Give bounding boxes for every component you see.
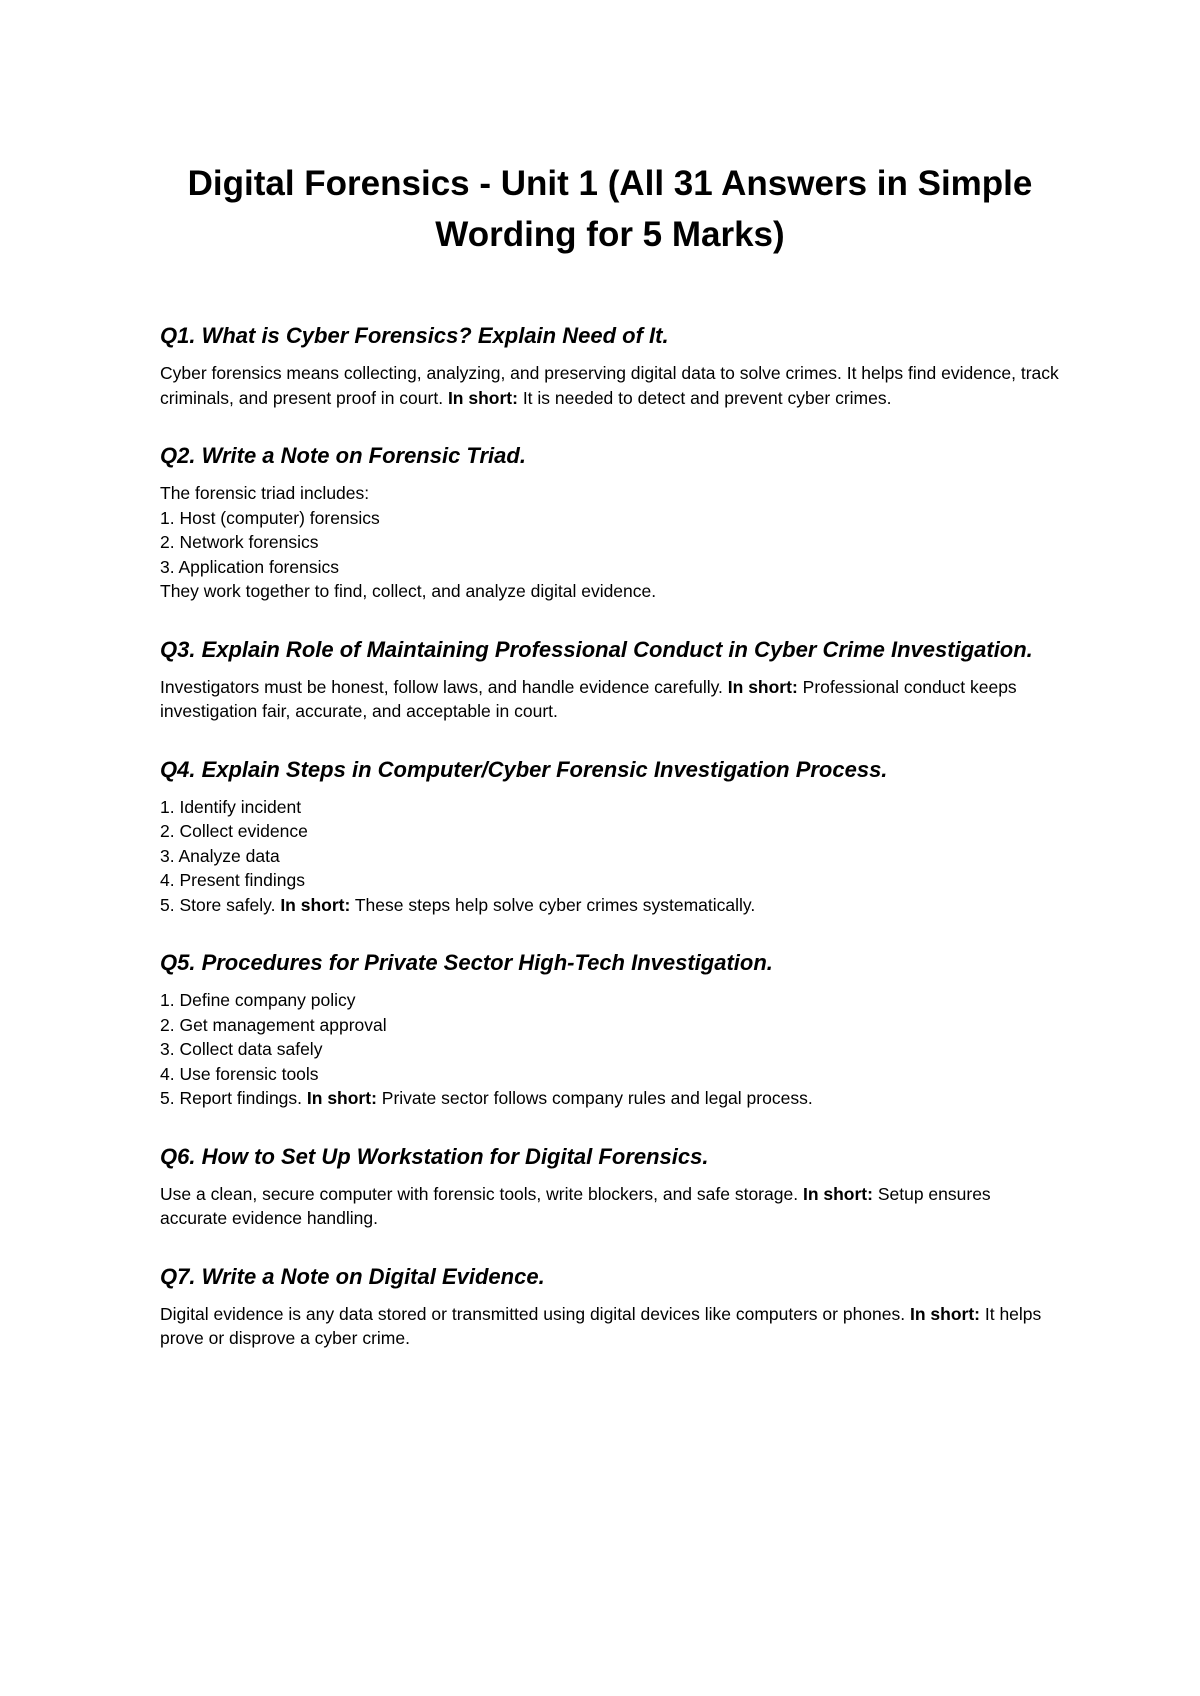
answer-intro: Investigators must be honest, follow laws, and handle evidence carefully. — [160, 676, 723, 697]
list-item: 1. Define company policy — [160, 990, 356, 1010]
question-heading: Q7. Write a Note on Digital Evidence. — [160, 1263, 545, 1289]
question-heading: Q6. How to Set Up Workstation for Digital Forensics. — [160, 1143, 709, 1169]
answer-short: It helps prove or disprove a cyber crime. — [160, 1303, 1042, 1348]
question-3 — [160, 636, 1060, 724]
list-item: 3. Collect data safely — [160, 1039, 323, 1059]
in-short-label: In short: — [447, 387, 518, 408]
answer-text — [160, 481, 1060, 604]
question-4 — [160, 756, 1060, 918]
list-item: 3. Analyze data — [160, 845, 280, 866]
list-item: 1. Identify incident — [160, 796, 302, 817]
document-page — [160, 158, 1060, 1383]
answer-text — [160, 1302, 1060, 1351]
question-heading: Q4. Explain Steps in Computer/Cyber Forensic Investigation Process. — [160, 756, 888, 782]
question-6 — [160, 1143, 1060, 1231]
answer-intro: Digital evidence is any data stored or transmitted using digital devices like computers or phones. — [160, 1303, 906, 1324]
answer-short: Setup ensures accurate evidence handling. — [160, 1183, 991, 1228]
answer-short: It is needed to detect and prevent cyber crimes. — [522, 387, 892, 408]
answer-intro: Use a clean, secure computer with forensic tools, write blockers, and safe storage. — [160, 1183, 799, 1204]
in-short-label: In short: — [306, 1088, 377, 1108]
list-item-last: 5. Report findings. — [160, 1088, 303, 1108]
question-heading: Q5. Procedures for Private Sector High-Tech Investigation. — [160, 950, 773, 975]
in-short-label: In short: — [802, 1183, 873, 1204]
in-short-label: In short: — [727, 676, 798, 697]
question-7 — [160, 1263, 1060, 1351]
answer-short: These steps help solve cyber crimes systematically. — [354, 894, 756, 915]
answer-line: The forensic triad includes: — [160, 483, 370, 503]
in-short-label: In short: — [909, 1303, 980, 1324]
question-heading: Q2. Write a Note on Forensic Triad. — [160, 443, 526, 468]
list-item: 4. Present findings — [160, 870, 305, 890]
answer-short: Professional conduct keeps investigation fair, accurate, and acceptable in court. — [160, 676, 1017, 721]
list-item: 1. Host (computer) forensics — [160, 507, 380, 528]
answer-intro: Cyber forensics means collecting, analyzing, and preserving digital data to solve crimes. It helps find evidence, track criminals, and present proof in court. — [160, 363, 1059, 408]
list-item: 2. Network forensics — [160, 532, 319, 552]
answer-line: They work together to find, collect, and analyze digital evidence. — [160, 581, 657, 601]
question-heading: Q3. Explain Role of Maintaining Professional Conduct in Cyber Crime Investigation. — [160, 636, 1033, 662]
answer-short: Private sector follows company rules and legal process. — [381, 1088, 813, 1108]
list-item-last: 5. Store safely. — [160, 894, 276, 915]
list-item-with-summary — [160, 893, 1060, 918]
answer-text — [160, 1182, 1060, 1231]
list-item: 2. Collect evidence — [160, 821, 308, 841]
question-2 — [160, 442, 1060, 604]
list-item-with-summary — [160, 1086, 1060, 1111]
document-title: Digital Forensics - Unit 1 (All 31 Answers in Simple Wording for 5 Marks) — [187, 164, 1033, 254]
answer-text — [160, 361, 1060, 410]
question-5 — [160, 949, 1060, 1111]
list-item: 2. Get management approval — [160, 1014, 387, 1035]
in-short-label: In short: — [280, 894, 351, 915]
answer-text — [160, 675, 1060, 724]
list-item: 3. Application forensics — [160, 556, 339, 577]
answer-text — [160, 988, 1060, 1111]
list-item: 4. Use forensic tools — [160, 1063, 319, 1084]
question-1 — [160, 322, 1060, 410]
question-heading: Q1. What is Cyber Forensics? Explain Need of It. — [160, 323, 669, 348]
answer-text — [160, 795, 1060, 918]
